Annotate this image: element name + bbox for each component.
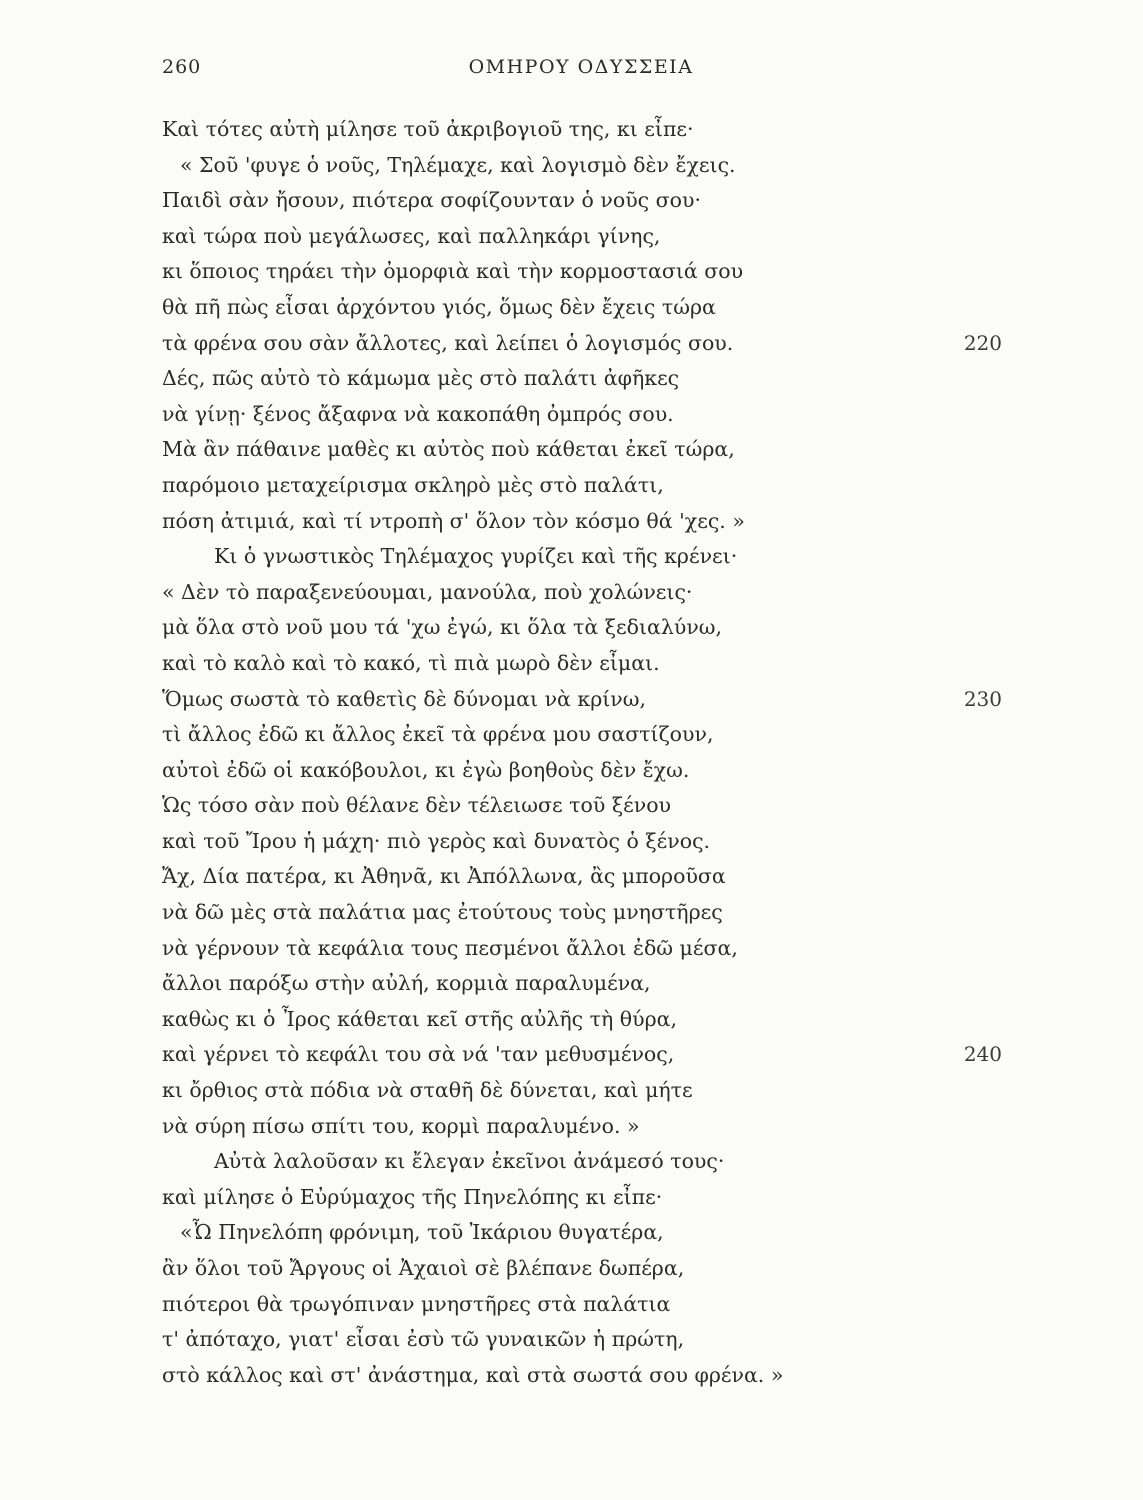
verse-line [162, 1287, 992, 1323]
line-number: 240 [963, 1042, 1002, 1067]
verse-text: νὰ δῶ μὲς στὰ παλάτια μας ἐτούτους τοὺς μνηστῆρες [162, 900, 723, 925]
verse-text: «Ὦ Πηνελόπη φρόνιμη, τοῦ Ἰκάριου θυγατέρα, [180, 1220, 664, 1245]
verse-text: καὶ μίλησε ὁ Εὐρύμαχος τῆς Πηνελόπης κι εἶπε· [162, 1184, 663, 1209]
verse-line [162, 1144, 992, 1180]
verse-text: Ὡς τόσο σὰν ποὺ θέλανε δὲν τέλειωσε τοῦ ξένου [162, 793, 671, 818]
book-title: ΟΜΗΡΟΥ ΟΔΥΣΣΕΙΑ [468, 56, 694, 78]
verse-text: ἄλλοι παρόξω στὴν αὐλή, κορμιὰ παραλυμένα, [162, 971, 651, 996]
verse-text: κι ὄρθιος στὰ πόδια νὰ σταθῆ δὲ δύνεται, καὶ μήτε [162, 1078, 693, 1103]
verse-line [162, 326, 1002, 362]
verse-text: καθὼς κι ὁ Ἶρος κάθεται κεῖ στῆς αὐλῆς τὴ θύρα, [162, 1006, 678, 1031]
verse-line [162, 1037, 1002, 1073]
verse-text: στὸ κάλλος καὶ στ' ἀνάστημα, καὶ στὰ σωστά σου φρένα. » [162, 1362, 784, 1387]
verse-text: « Σοῦ 'φυγε ὁ νοῦς, Τηλέμαχε, καὶ λογισμὸ δὲν ἔχεις. [180, 152, 736, 177]
verse-block [162, 112, 1002, 1393]
verse-text: θὰ πῆ πὼς εἶσαι ἀρχόντου γιός, ὅμως δὲν ἔχεις τώρα [162, 294, 716, 319]
verse-line [162, 1322, 992, 1358]
verse-line [162, 788, 992, 824]
verse-text: πιότεροι θὰ τρωγόπιναν μνηστῆρες στὰ παλάτια [162, 1291, 671, 1316]
verse-text: Μὰ ἂν πάθαινε μαθὲς κι αὐτὸς ποὺ κάθεται ἐκεῖ τώρα, [162, 437, 735, 462]
verse-text: καὶ τώρα ποὺ μεγάλωσες, καὶ παλληκάρι γίνης, [162, 223, 661, 248]
verse-line [162, 859, 992, 895]
verse-text: Παιδὶ σὰν ἤσουν, πιότερα σοφίζουνταν ὁ νοῦς σου· [162, 188, 701, 213]
verse-text: καὶ τὸ καλὸ καὶ τὸ κακό, τὶ πιὰ μωρὸ δὲν εἶμαι. [162, 650, 660, 675]
verse-text: καὶ γέρνει τὸ κεφάλι του σὰ νά 'ταν μεθυσμένος, [162, 1042, 675, 1067]
verse-line [162, 361, 992, 397]
verse-text: Δές, πῶς αὐτὸ τὸ κάμωμα μὲς στὸ παλάτι ἀφῆκες [162, 366, 680, 391]
verse-text: αὐτοὶ ἐδῶ οἱ κακόβουλοι, κι ἐγὼ βοηθοὺς δὲν ἔχω. [162, 757, 690, 782]
verse-text: νὰ γέρνουν τὰ κεφάλια τους πεσμένοι ἄλλοι ἐδῶ μέσα, [162, 935, 738, 960]
verse-line [162, 148, 992, 184]
verse-text: τὰ φρένα σου σὰν ἄλλοτες, καὶ λείπει ὁ λογισμός σου. [162, 330, 734, 355]
verse-line [162, 717, 992, 753]
verse-line [162, 254, 992, 290]
page-number: 260 [162, 56, 202, 78]
line-number: 230 [963, 686, 1002, 711]
verse-line [162, 1251, 992, 1287]
line-number: 220 [963, 330, 1002, 355]
verse-line [162, 1358, 992, 1394]
verse-text: Ἄχ, Δία πατέρα, κι Ἀθηνᾶ, κι Ἀπόλλωνα, ἂς μποροῦσα [162, 864, 726, 889]
verse-text: παρόμοιο μεταχείρισμα σκληρὸ μὲς στὸ παλάτι, [162, 472, 664, 497]
verse-line [162, 504, 992, 540]
verse-line [162, 219, 992, 255]
verse-text: « Δὲν τὸ παραξενεύουμαι, μανούλα, ποὺ χολώνεις· [162, 579, 693, 604]
verse-line [162, 1215, 992, 1251]
verse-line [162, 290, 992, 326]
verse-line [162, 895, 992, 931]
verse-line [162, 824, 992, 860]
verse-text: ἂν ὅλοι τοῦ Ἄργους οἱ Ἀχαιοὶ σὲ βλέπανε δωπέρα, [162, 1256, 685, 1280]
verse-line [162, 1073, 992, 1109]
verse-text: Ὅμως σωστὰ τὸ καθετὶς δὲ δύνομαι νὰ κρίνω, [162, 686, 647, 711]
verse-line [162, 539, 992, 575]
verse-text: νὰ γίνῃ· ξένος ἄξαφνα νὰ κακοπάθη ὀμπρός σου. [162, 401, 674, 426]
verse-line [162, 112, 992, 148]
verse-line [162, 682, 1002, 718]
verse-line [162, 183, 992, 219]
verse-line [162, 1180, 992, 1216]
verse-line [162, 931, 992, 967]
verse-line [162, 575, 992, 611]
verse-text: Κι ὁ γνωστικὸς Τηλέμαχος γυρίζει καὶ τῆς κρένει· [214, 544, 738, 569]
verse-line [162, 610, 992, 646]
verse-text: τὶ ἄλλος ἐδῶ κι ἄλλος ἐκεῖ τὰ φρένα μου σαστίζουν, [162, 722, 714, 747]
verse-text: νὰ σύρη πίσω σπίτι του, κορμὶ παραλυμένο. » [162, 1113, 640, 1138]
verse-text: κι ὅποιος τηράει τὴν ὀμορφιὰ καὶ τὴν κορμοστασιά σου [162, 259, 744, 284]
verse-line [162, 468, 992, 504]
verse-text: Καὶ τότες αὐτὴ μίλησε τοῦ ἀκριβογιοῦ της, κι εἶπε· [162, 117, 694, 141]
verse-text: τ' ἀπόταχο, γιατ' εἶσαι ἐσὺ τῶ γυναικῶν ἡ πρώτη, [162, 1327, 685, 1352]
verse-line [162, 646, 992, 682]
verse-line [162, 753, 992, 789]
verse-line [162, 1002, 992, 1038]
verse-line [162, 966, 992, 1002]
verse-text: καὶ τοῦ Ἴρου ἡ μάχη· πιὸ γερὸς καὶ δυνατὸς ὁ ξένος. [162, 828, 711, 853]
running-head [162, 56, 1000, 86]
verse-text: μὰ ὅλα στὸ νοῦ μου τά 'χω ἐγώ, κι ὅλα τὰ ξεδιαλύνω, [162, 615, 723, 640]
verse-line [162, 1109, 992, 1145]
verse-line [162, 397, 992, 433]
verse-line [162, 432, 992, 468]
verse-text: πόση ἀτιμιά, καὶ τί ντροπὴ σ' ὅλον τὸν κόσμο θά 'χες. » [162, 508, 745, 533]
verse-text: Αὐτὰ λαλοῦσαν κι ἔλεγαν ἐκεῖνοι ἀνάμεσό τους· [214, 1149, 725, 1174]
